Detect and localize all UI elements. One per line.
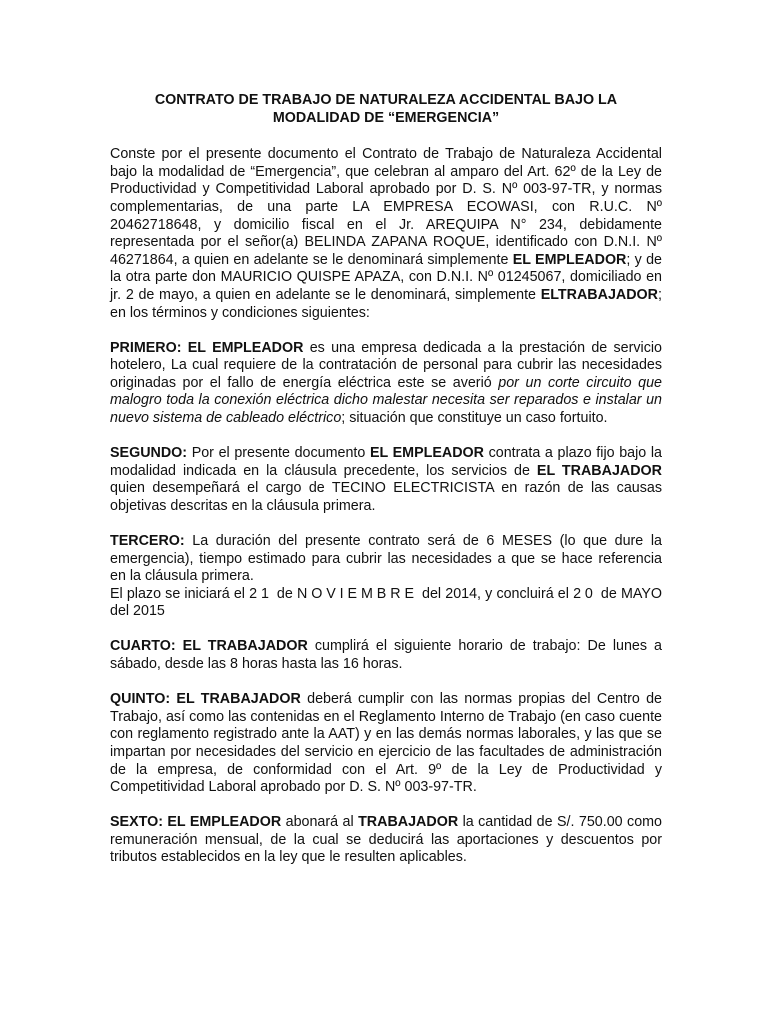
clause-sexto (110, 814, 662, 867)
clause-sexto-worker: TRABAJADOR (358, 814, 459, 831)
clause-segundo-text-2: contrata a plazo fijo bajo la modalidad indicada en la cláusula precedente, los servicios de (110, 445, 663, 479)
intro-text-2: ; y de la otra parte don MAURICIO QUISPE APAZA, con D.N.I. Nº 01245067, domiciliado en jr. 2 de mayo, a quien en adelante se le denominará, simplemente (110, 251, 663, 303)
clause-tercero-text-2: El plazo se iniciará el (110, 585, 250, 602)
clause-segundo-text-3: quien desempeñará el cargo de TECINO ELECTRICISTA en razón de las causas objetivas descritas en la cláusula primera. (110, 480, 662, 514)
clause-tercero (110, 533, 662, 586)
clause-tercero-label: TERCERO: (110, 532, 185, 549)
intro-paragraph (110, 146, 662, 322)
end-day: 20 (573, 585, 597, 602)
clause-tercero-text-4: del 2014, y concluirá el (417, 585, 574, 602)
clause-segundo-text-1: Por el presente documento (187, 445, 370, 462)
clause-primero-text-2: ; situación que constituye un caso fortuito. (341, 410, 608, 426)
clause-quinto (110, 691, 662, 797)
clause-primero-text-1: es una empresa dedicada a la prestación de servicio hotelero, La cual requiere de la contratación de personal para cubrir las necesidades originadas por el fallo de energía eléctrica este se averió (110, 339, 662, 391)
worker-term: ELTRABAJADOR (540, 286, 659, 303)
document-page (110, 92, 662, 884)
clause-tercero-text-1: La duración del presente contrato será de 6 MESES (lo que dure la emergencia), tiempo estimado para cubrir las necesidades a que se hace referencia en la cláusula primera. (110, 532, 662, 585)
clause-sexto-text-1: abonará al (281, 814, 359, 831)
clause-sexto-label: SEXTO: EL EMPLEADOR (110, 814, 282, 831)
start-day: 21 (249, 585, 273, 602)
clause-tercero-text-3: de (272, 585, 297, 602)
document-title (110, 92, 662, 127)
clause-tercero-term (110, 586, 662, 621)
start-month: NOVIEMBRE (296, 585, 418, 602)
clause-primero-label: PRIMERO: EL EMPLEADOR (110, 339, 304, 356)
clause-segundo-worker: EL TRABAJADOR (536, 462, 663, 479)
title-line-1: CONTRATO DE TRABAJO DE NATURALEZA ACCIDENTAL BAJO LA (154, 92, 618, 108)
clause-cuarto (110, 638, 662, 673)
title-line-2: MODALIDAD DE “EMERGENCIA” (272, 109, 500, 126)
clause-segundo (110, 445, 662, 515)
clause-tercero-text-5: de MAYO del 2015 (110, 585, 662, 620)
employer-term: EL EMPLEADOR (512, 251, 627, 268)
clause-quinto-label: QUINTO: EL TRABAJADOR (110, 691, 301, 708)
clause-cuarto-text: cumplirá el siguiente horario de trabajo: De lunes a sábado, desde las 8 horas hasta las 16 horas. (110, 638, 662, 673)
intro-text-1: Conste por el presente documento el Contrato de Trabajo de Naturaleza Accidental bajo la modalidad de “Emergencia”, que celebran al amparo del Art. 62º de la Ley de Productividad y Competitividad Laboral aprobado por D. S. Nº 003-97-TR, y normas complementarias, de una parte LA EMPRESA ECOWASI, con R.U.C. Nº 20462718648, y domicilio fiscal en el Jr. AREQUIPA N° 234, debidamente representada por el señor(a) BELINDA ZAPANA ROQUE, identificado con D.N.I. Nº 46271864, a quien en adelante se le denominará simplemente (110, 146, 662, 268)
clause-quinto-text: deberá cumplir con las normas propias del Centro de Trabajo, así como las contenidas en el Reglamento Interno de Trabajo (en caso cuente con reglamento registrado ante la AAT) y en las demás normas laborales, y las que se impartan por necesidades del servicio en ejercicio de las facultades de administración de la empresa, de conformidad con el Art. 9º de la Ley de Productividad y Competitividad Laboral aprobado por D. S. Nº 003-97-TR. (110, 691, 662, 796)
clause-segundo-employer: EL EMPLEADOR (369, 445, 484, 462)
clause-primero-italic: por un corte circuito que malogro toda la conexión eléctrica dicho malestar necesita ser reparados e instalar un nuevo sistema de cableado eléctrico (110, 374, 662, 426)
clause-segundo-label: SEGUNDO: (110, 445, 188, 462)
intro-text-3: ; en los términos y condiciones siguientes: (110, 286, 662, 321)
clause-primero (110, 340, 662, 428)
clause-sexto-text-2: la cantidad de S/. 750.00 como remuneración mensual, de la cual se deducirá las aportaciones y descuentos por tributos establecidos en la ley que le resulten aplicables. (110, 814, 663, 866)
clause-cuarto-label: CUARTO: EL TRABAJADOR (110, 638, 308, 655)
